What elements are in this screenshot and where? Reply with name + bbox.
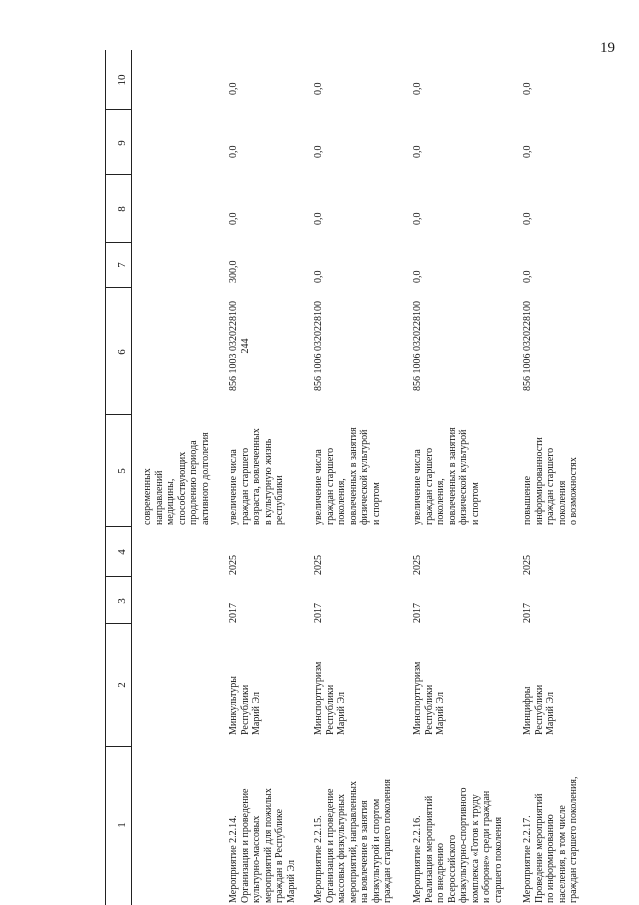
row4-start: 2017 (522, 603, 533, 623)
col-sep (105, 174, 131, 175)
row2-executor: Минспорттуризм Республики Марий Эл (313, 661, 347, 735)
row1-end: 2025 (228, 555, 239, 575)
row2-name: Мероприятие 2.2.15. Организация и проведение массовых физкультурных мероприятий, направленных на вовлечение в занятия физкультурой и спортом граждан старшего поколения (313, 779, 393, 903)
column-number-2: 2 (116, 682, 128, 688)
row1-code: 856 1003 0320228100 244 (228, 301, 251, 391)
column-number-6: 6 (116, 349, 128, 355)
row2-col10: 0,0 (313, 82, 324, 95)
row3-executor: Минспорттуризм Республики Марий Эл (412, 661, 446, 735)
row2-start: 2017 (313, 603, 324, 623)
column-number-4: 4 (116, 549, 128, 555)
column-number-8: 8 (116, 206, 128, 212)
row4-executor: Минцифры Республики Марий Эл (522, 684, 556, 735)
row1-result: увеличение числа граждан старшего возраста, вовлеченных в культурную жизнь республики (228, 428, 285, 525)
header-bottom-rule (131, 50, 132, 905)
row4-col10: 0,0 (522, 82, 533, 95)
row1-col9: 0,0 (228, 145, 239, 158)
row4-col8: 0,0 (522, 212, 533, 225)
row1-col8: 0,0 (228, 212, 239, 225)
row2-code: 856 1006 0320228100 (313, 301, 324, 391)
col-sep (105, 414, 131, 415)
row0-result: современных направлений медицины, способствующих продлению периода активного долголетия (142, 432, 211, 525)
column-number-5: 5 (116, 468, 128, 474)
column-number-1: 1 (116, 822, 128, 828)
row2-end: 2025 (313, 555, 324, 575)
header-top-rule (105, 50, 106, 905)
row4-col9: 0,0 (522, 145, 533, 158)
row4-code: 856 1006 0320228100 (522, 301, 533, 391)
row3-code: 856 1006 0320228100 (412, 301, 423, 391)
col-sep (105, 746, 131, 747)
row1-col7: 300,0 (228, 260, 239, 283)
row2-result: увеличение числа граждан старшего поколения, вовлеченных в занятия физической культурой и спортом (313, 427, 382, 525)
column-number-10: 10 (116, 74, 128, 86)
row1-col10: 0,0 (228, 82, 239, 95)
row3-col10: 0,0 (412, 82, 423, 95)
column-number-3: 3 (116, 598, 128, 604)
row1-start: 2017 (228, 603, 239, 623)
row4-result: повышение информированности граждан старшего поколения о возможностях (522, 437, 579, 525)
row2-col7: 0,0 (313, 270, 324, 283)
row3-start: 2017 (412, 603, 423, 623)
row3-result: увеличение числа граждан старшего поколения, вовлеченных в занятия физической культурой и спортом (412, 427, 481, 525)
row4-name: Мероприятие 2.2.17. Проведение мероприятий по информированию населения, в том числе граждан старшего поколения, (522, 776, 579, 903)
column-number-7: 7 (116, 262, 128, 268)
column-number-9: 9 (116, 140, 128, 146)
row3-name: Мероприятие 2.2.16. Реализация мероприятий по внедрению Всероссийского физкультурно-спортивного комплекса «Готов к труду и обороне» среди граждан старшего поколения (412, 787, 504, 903)
row2-col8: 0,0 (313, 212, 324, 225)
row4-col7: 0,0 (522, 270, 533, 283)
row3-col9: 0,0 (412, 145, 423, 158)
row4-end: 2025 (522, 555, 533, 575)
row3-end: 2025 (412, 555, 423, 575)
row2-col9: 0,0 (313, 145, 324, 158)
row1-name: Мероприятие 2.2.14. Организация и проведение культурно-массовых мероприятий для пожилых граждан в Республике Марий Эл (228, 788, 297, 903)
row3-col8: 0,0 (412, 212, 423, 225)
row3-col7: 0,0 (412, 270, 423, 283)
page-number: 19 (600, 40, 615, 56)
row1-executor: Минкультуры Республики Марий Эл (228, 676, 262, 735)
